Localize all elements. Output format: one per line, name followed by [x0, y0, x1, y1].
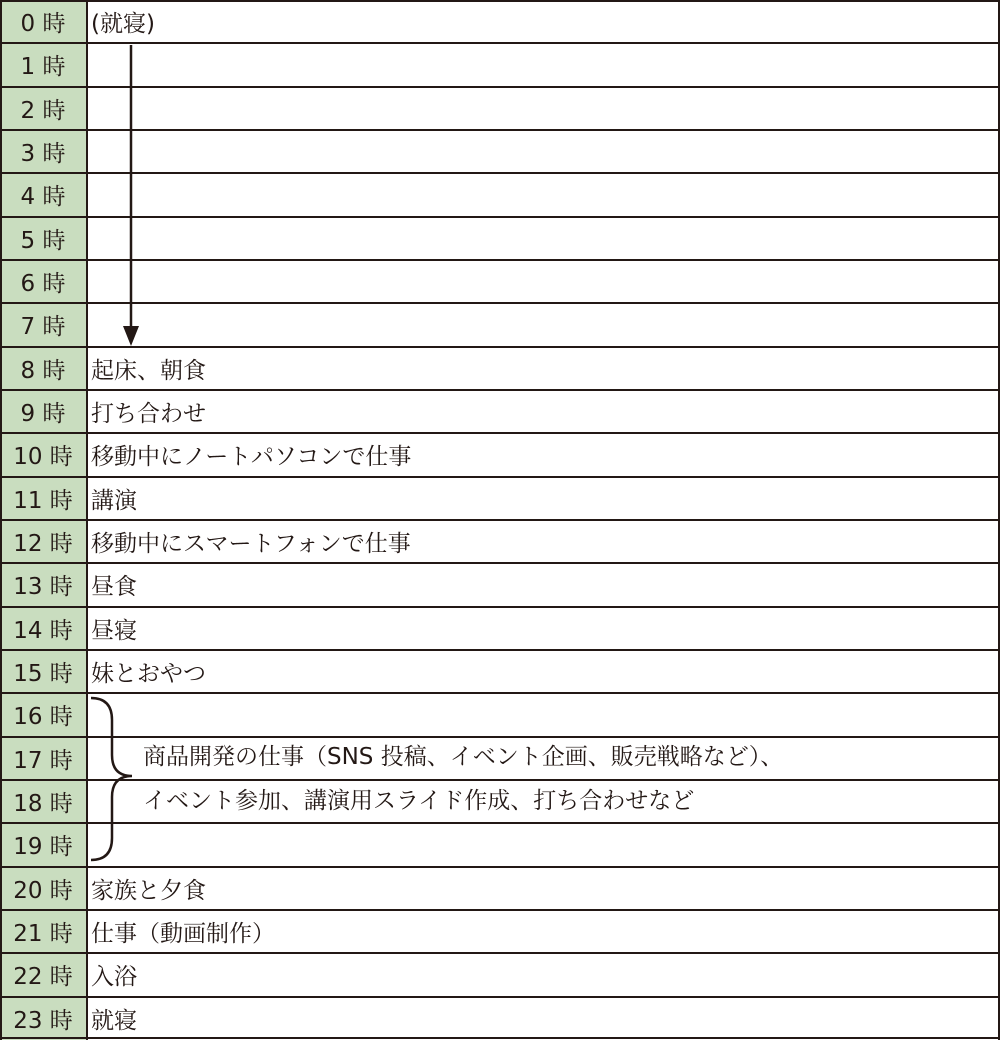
activity-text: 家族と夕食	[91, 877, 206, 904]
hour-label: 14 時	[0, 607, 86, 650]
hour-label: 4 時	[0, 173, 86, 216]
row-divider	[0, 562, 1000, 564]
activity-text: 入浴	[91, 964, 137, 991]
hour-label: 16 時	[0, 693, 86, 736]
row-divider	[0, 952, 1000, 954]
row-divider	[0, 692, 1000, 694]
row-divider	[0, 866, 1000, 868]
activity-text	[91, 87, 1000, 130]
activity-text: 昼食	[91, 574, 137, 601]
activity-text	[91, 823, 1000, 866]
hour-label: 20 時	[0, 867, 86, 910]
hour-label: 10 時	[0, 433, 86, 476]
activity-text: (就寝)	[91, 11, 155, 38]
row-divider	[0, 649, 1000, 651]
schedule-row	[0, 130, 1000, 173]
schedule-row	[0, 693, 1000, 736]
row-divider	[0, 259, 1000, 261]
schedule-row	[0, 303, 1000, 346]
activity-text	[91, 217, 1000, 260]
activity-text: 昼寝	[91, 617, 137, 644]
row-divider	[0, 476, 1000, 478]
activity-text	[91, 173, 1000, 216]
row-divider	[0, 129, 1000, 131]
schedule-row	[0, 0, 1000, 43]
activity-text: 講演	[91, 487, 137, 514]
column-divider	[86, 0, 88, 1040]
row-divider	[0, 86, 1000, 88]
hour-label: 2 時	[0, 87, 86, 130]
row-divider	[0, 432, 1000, 434]
activity-text	[91, 303, 1000, 346]
merged-activity-line-2: イベント参加、講演用スライド作成、打ち合わせなど	[143, 787, 695, 814]
row-divider	[0, 42, 1000, 44]
activity-text: 移動中にノートパソコンで仕事	[91, 444, 412, 471]
hour-label: 12 時	[0, 520, 86, 563]
hour-label: 22 時	[0, 953, 86, 996]
activity-text: 移動中にスマートフォンで仕事	[91, 531, 411, 558]
hour-label: 7 時	[0, 303, 86, 346]
hour-label: 18 時	[0, 780, 86, 823]
row-divider	[0, 302, 1000, 304]
hour-label: 3 時	[0, 130, 86, 173]
row-divider	[0, 346, 1000, 348]
hour-label: 15 時	[0, 650, 86, 693]
row-divider	[0, 736, 1000, 738]
schedule-row	[0, 477, 1000, 520]
schedule-row	[0, 997, 1000, 1040]
schedule-row	[0, 520, 1000, 563]
hour-label: 8 時	[0, 347, 86, 390]
schedule-row	[0, 260, 1000, 303]
schedule-row	[0, 43, 1000, 86]
hour-label: 6 時	[0, 260, 86, 303]
row-divider	[0, 996, 1000, 998]
activity-text: 就寝	[91, 1007, 137, 1034]
row-divider	[0, 1037, 1000, 1039]
merged-activity-line-1: 商品開発の仕事（SNS 投稿、イベント企画、販売戦略など）、	[143, 744, 784, 771]
hour-label: 5 時	[0, 217, 86, 260]
schedule-row	[0, 563, 1000, 606]
hour-label: 9 時	[0, 390, 86, 433]
hour-label: 23 時	[0, 997, 86, 1040]
row-divider	[0, 822, 1000, 824]
schedule-row	[0, 433, 1000, 476]
row-divider	[0, 389, 1000, 391]
hour-label: 13 時	[0, 563, 86, 606]
row-divider	[0, 0, 1000, 2]
activity-text	[91, 693, 1000, 736]
row-divider	[0, 216, 1000, 218]
schedule-row	[0, 173, 1000, 216]
schedule-row	[0, 217, 1000, 260]
activity-text: 妹とおやつ	[91, 661, 206, 688]
schedule-row	[0, 867, 1000, 910]
schedule-row	[0, 910, 1000, 953]
activity-text: 仕事（動画制作）	[91, 921, 275, 948]
hour-label: 0 時	[0, 0, 86, 43]
hour-label: 19 時	[0, 823, 86, 866]
hour-label: 21 時	[0, 910, 86, 953]
column-divider	[0, 0, 2, 1040]
row-divider	[0, 779, 1000, 781]
schedule-row	[0, 87, 1000, 130]
activity-text	[91, 130, 1000, 173]
activity-text	[91, 260, 1000, 303]
hour-label: 17 時	[0, 737, 86, 780]
activity-text	[91, 43, 1000, 86]
row-divider	[0, 519, 1000, 521]
schedule-row	[0, 347, 1000, 390]
row-divider	[0, 909, 1000, 911]
schedule-row	[0, 650, 1000, 693]
schedule-row	[0, 390, 1000, 433]
schedule-row	[0, 823, 1000, 866]
activity-text: 起床、朝食	[91, 357, 206, 384]
hour-label: 1 時	[0, 43, 86, 86]
row-divider	[0, 172, 1000, 174]
schedule-row	[0, 953, 1000, 996]
activity-text: 打ち合わせ	[91, 401, 206, 428]
hour-label: 11 時	[0, 477, 86, 520]
row-divider	[0, 606, 1000, 608]
schedule-row	[0, 607, 1000, 650]
